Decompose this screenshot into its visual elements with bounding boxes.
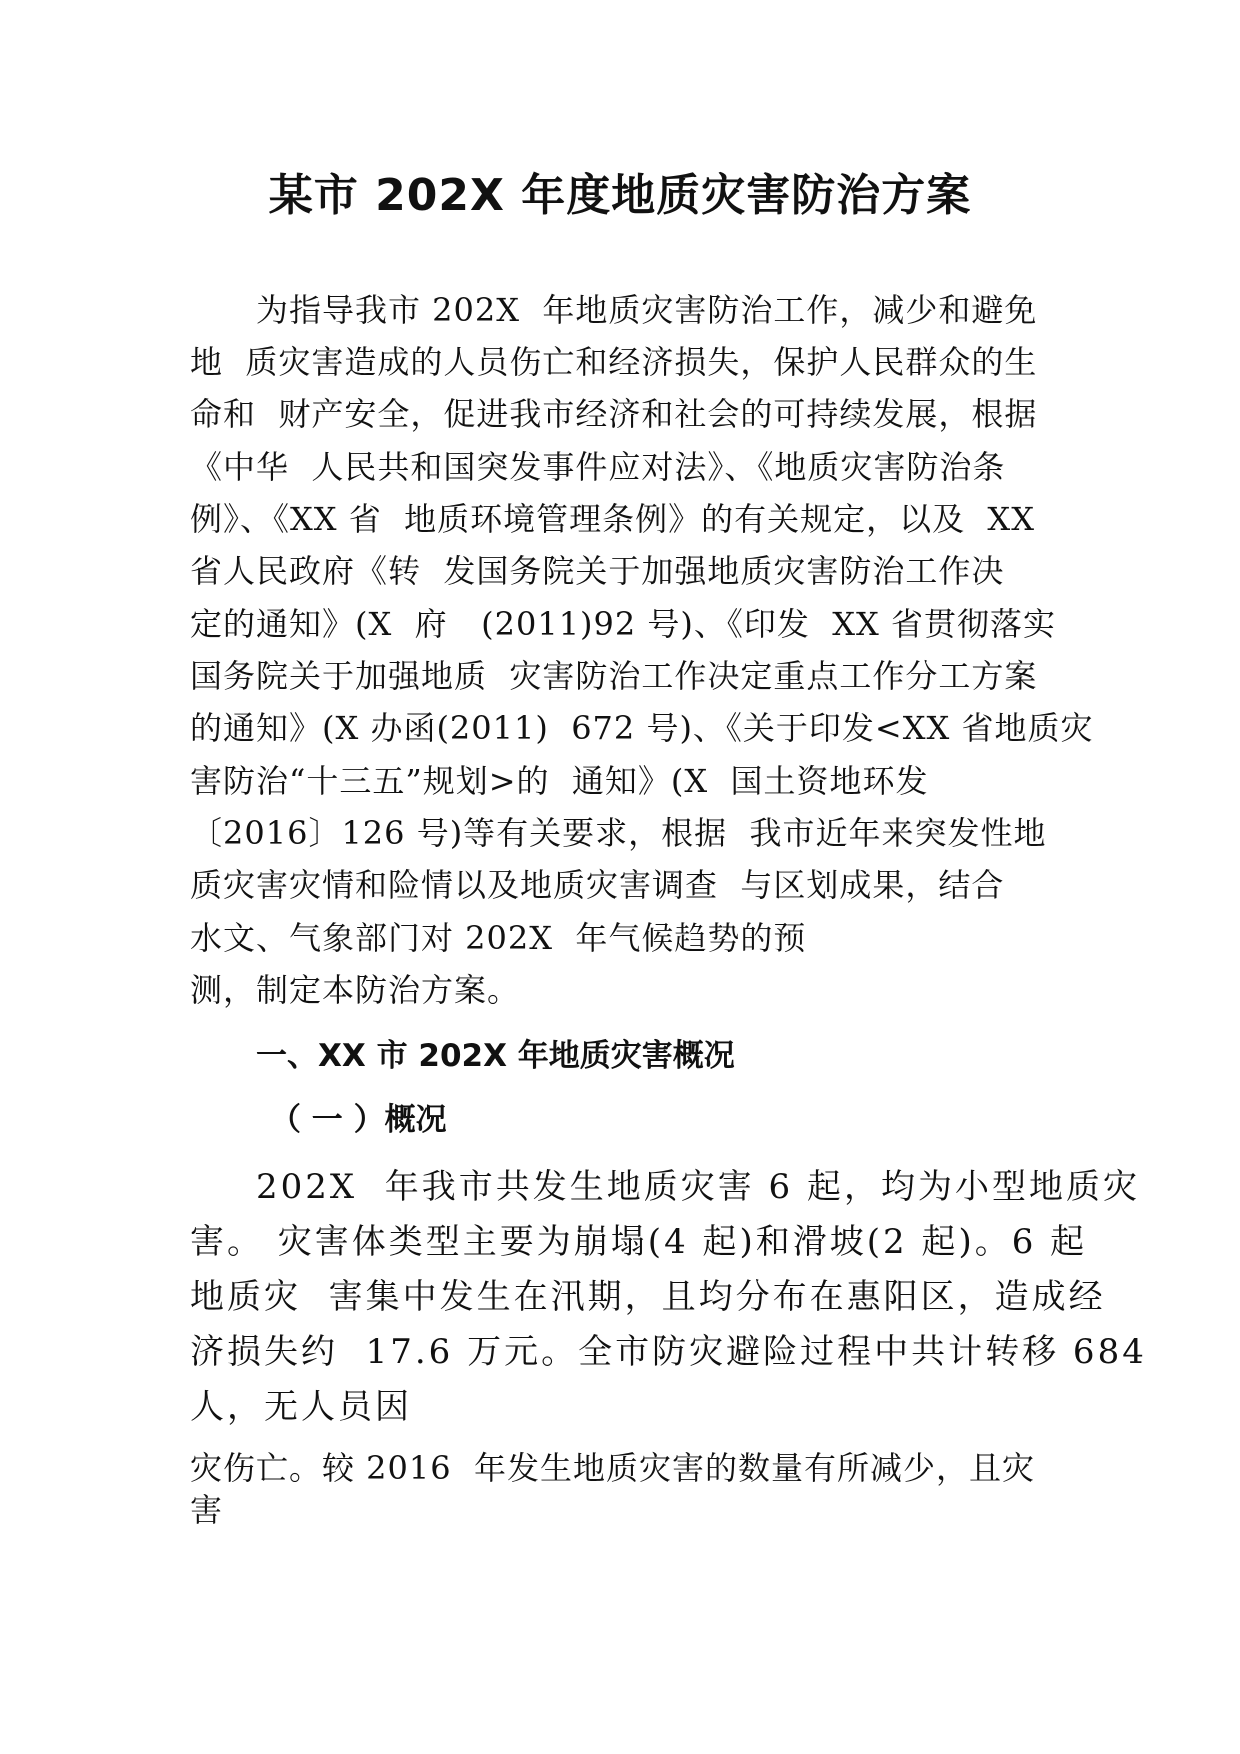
paragraph-line: 国务院关于加强地质 灾害防治工作决定重点工作分工方案 (190, 657, 1038, 695)
paragraph-line: 省人民政府《转 发国务院关于加强地质灾害防治工作决 (190, 552, 1005, 590)
paragraph-line: 命和 财产安全，促进我市经济和社会的可持续发展，根据 (190, 395, 1038, 433)
paragraph-line: 质灾害灾情和险情以及地质灾害调查 与区划成果，结合 (190, 866, 1005, 904)
paragraph-line: 地 质灾害造成的人员伤亡和经济损失，保护人民群众的生 (190, 343, 1038, 381)
paragraph-line: 202X 年我市共发生地质灾害 6 起，均为小型地质灾 (256, 1167, 1140, 1207)
subsection-heading: （ 一 ）概况 (270, 1102, 447, 1138)
paragraph-line: 地质灾 害集中发生在汛期，且均分布在惠阳区，造成经 (190, 1277, 1106, 1317)
paragraph-line: 例》、《XX 省 地质环境管理条例》的有关规定，以及 XX (190, 500, 1035, 538)
paragraph-line: 济损失约 17.6 万元。全市防灾避险过程中共计转移 684 (190, 1332, 1147, 1372)
paragraph-line: 人，无人员因 (190, 1387, 412, 1427)
paragraph-line: 灾伤亡。较 2016 年发生地质灾害的数量有所减少，且灾 (190, 1449, 1035, 1487)
paragraph-line: 水文、气象部门对 202X 年气候趋势的预 (190, 919, 807, 957)
paragraph-line: 定的通知》(X 府 (2011)92 号)、《印发 XX 省贯彻落实 (190, 605, 1056, 643)
paragraph-line: 害防治“十三五”规划>的 通知》(X 国土资地环发 (190, 762, 929, 800)
paragraph-line: 害。 灾害体类型主要为崩塌(4 起)和滑坡(2 起)。6 起 (190, 1222, 1088, 1262)
paragraph-line: 为指导我市 202X 年地质灾害防治工作，减少和避免 (256, 291, 1038, 329)
paragraph-line: 〔2016〕126 号)等有关要求，根据 我市近年来突发性地 (190, 814, 1047, 852)
section-heading: 一、XX 市 202X 年地质灾害概况 (256, 1038, 735, 1074)
document-title: 某市 202X 年度地质灾害防治方案 (268, 170, 972, 221)
paragraph-line: 害 (190, 1491, 224, 1529)
paragraph-line: 测，制定本防治方案。 (190, 971, 521, 1009)
paragraph-line: 《中华 人民共和国突发事件应对法》、《地质灾害防治条 (190, 448, 1006, 486)
paragraph-line: 的通知》(X 办函(2011) 672 号)、《关于印发<XX 省地质灾 (190, 709, 1094, 747)
